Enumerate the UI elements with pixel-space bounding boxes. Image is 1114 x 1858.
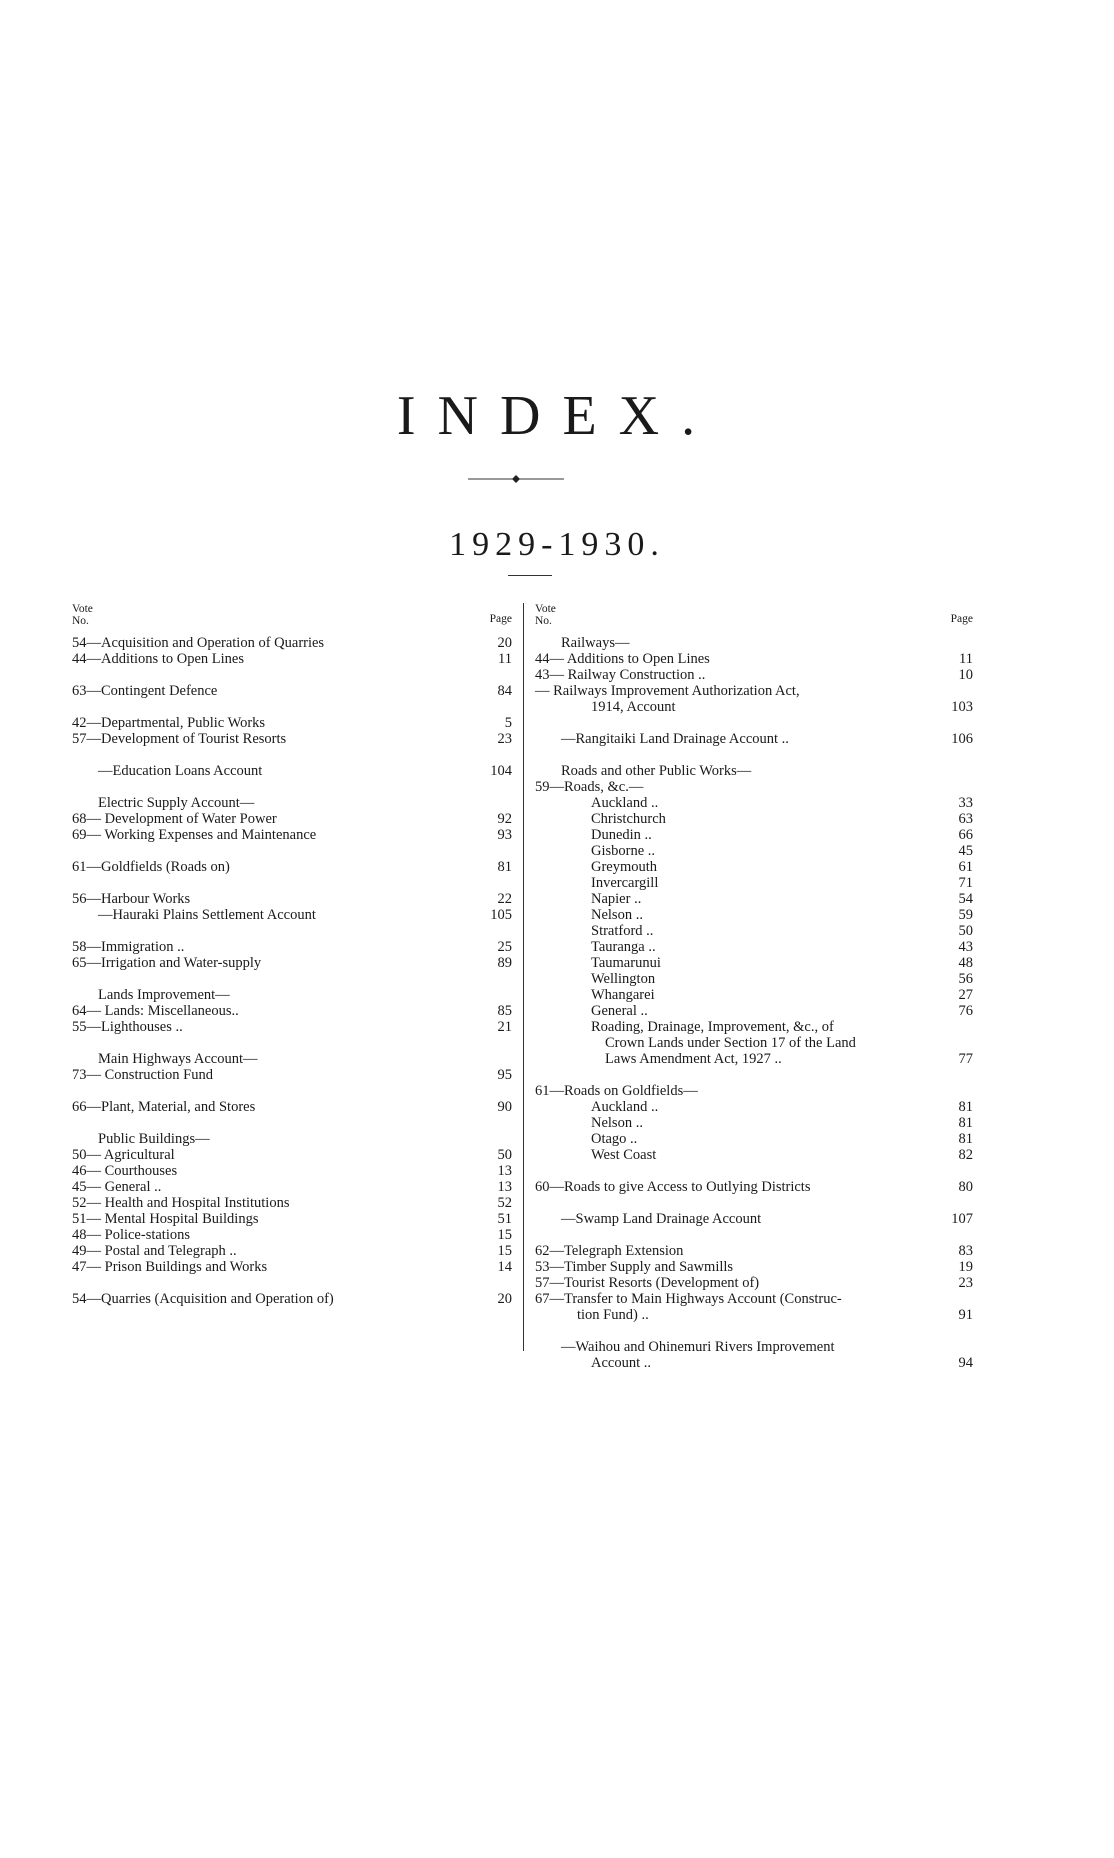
entry-title: —Swamp Land Drainage Account — [561, 1211, 762, 1227]
page-header: Page — [950, 613, 973, 625]
index-entry — [72, 763, 512, 779]
index-entry — [72, 1163, 512, 1179]
entry-page-number: 94 — [958, 1355, 973, 1371]
entry-title: Tauranga .. — [591, 939, 656, 955]
entry-spacer — [535, 1227, 973, 1243]
index-entry — [72, 651, 512, 667]
entry-page-number: 11 — [498, 651, 512, 667]
index-entry — [72, 1195, 512, 1211]
entry-title: Auckland .. — [591, 795, 659, 811]
entry-page-number: 89 — [497, 955, 512, 971]
entry-title: —Hauraki Plains Settlement Account — [98, 907, 316, 923]
index-entry — [72, 891, 512, 907]
entry-page-number: 84 — [497, 683, 512, 699]
index-entry — [72, 635, 512, 651]
vote-number-header: Vote No. — [535, 603, 556, 627]
entry-page-number: 23 — [958, 1275, 973, 1291]
index-entry — [535, 699, 973, 715]
entry-title: 47— Prison Buildings and Works — [72, 1259, 268, 1275]
entry-page-number: 15 — [497, 1227, 512, 1243]
entry-title: 44—Additions to Open Lines — [72, 651, 244, 667]
index-entry — [72, 1179, 512, 1195]
entry-title: 60—Roads to give Access to Outlying Districts — [535, 1179, 811, 1195]
index-entry — [535, 1179, 973, 1195]
entry-page-number: 48 — [958, 955, 973, 971]
entry-page-number: 83 — [958, 1243, 973, 1259]
entry-page-number: 50 — [497, 1147, 512, 1163]
entry-title: 44— Additions to Open Lines — [535, 651, 710, 667]
entry-spacer — [72, 1275, 512, 1291]
entry-page-number: 21 — [497, 1019, 512, 1035]
index-entry — [535, 987, 973, 1003]
entry-title: General .. — [591, 1003, 648, 1019]
index-entry — [535, 1035, 973, 1051]
entry-spacer — [72, 923, 512, 939]
entry-title: 43— Railway Construction .. — [535, 667, 706, 683]
page-header: Page — [489, 613, 512, 625]
left-column-header — [72, 603, 512, 635]
index-entry — [72, 1131, 512, 1147]
entry-title: Taumarunui — [591, 955, 661, 971]
entry-spacer — [535, 1323, 973, 1339]
entry-page-number: 76 — [958, 1003, 973, 1019]
entry-title: 57—Tourist Resorts (Development of) — [535, 1275, 760, 1291]
entry-title: Stratford .. — [591, 923, 654, 939]
entry-page-number: 66 — [958, 827, 973, 843]
index-entry — [535, 827, 973, 843]
year-range: 1929-1930. — [449, 526, 665, 563]
entry-title: Electric Supply Account— — [98, 795, 255, 811]
entry-page-number: 81 — [958, 1099, 973, 1115]
entry-title: 65—Irrigation and Water-supply — [72, 955, 262, 971]
right-index-column — [535, 603, 973, 1371]
index-entry — [72, 1003, 512, 1019]
index-entry — [535, 891, 973, 907]
index-entry — [535, 1115, 973, 1131]
entry-page-number: 15 — [497, 1243, 512, 1259]
entry-page-number: 45 — [958, 843, 973, 859]
entry-page-number: 50 — [958, 923, 973, 939]
index-entry — [72, 1147, 512, 1163]
entry-title: Wellington — [591, 971, 656, 987]
entry-page-number: 20 — [497, 635, 512, 651]
entry-title: Public Buildings— — [98, 1131, 210, 1147]
entry-spacer — [535, 1195, 973, 1211]
entry-title: Crown Lands under Section 17 of the Land — [605, 1035, 856, 1051]
entry-spacer — [72, 843, 512, 859]
entry-page-number: 22 — [497, 891, 512, 907]
entry-title: 66—Plant, Material, and Stores — [72, 1099, 256, 1115]
entry-page-number: 10 — [958, 667, 973, 683]
index-entry — [535, 939, 973, 955]
entry-page-number: 13 — [497, 1179, 512, 1195]
entry-page-number: 106 — [951, 731, 973, 747]
entry-spacer — [72, 1035, 512, 1051]
entry-title: Laws Amendment Act, 1927 .. — [605, 1051, 782, 1067]
index-entry — [535, 907, 973, 923]
entry-title: 59—Roads, &c.— — [535, 779, 644, 795]
entry-title: 61—Goldfields (Roads on) — [72, 859, 230, 875]
entry-title: Nelson .. — [591, 1115, 643, 1131]
index-entry — [72, 1227, 512, 1243]
entry-page-number: 19 — [958, 1259, 973, 1275]
entry-page-number: 104 — [490, 763, 512, 779]
entry-title: 46— Courthouses — [72, 1163, 178, 1179]
entry-page-number: 103 — [951, 699, 973, 715]
index-entry — [535, 635, 973, 651]
entry-page-number: 85 — [497, 1003, 512, 1019]
index-entry — [535, 731, 973, 747]
entry-title: Account .. — [591, 1355, 651, 1371]
index-entry — [535, 1051, 973, 1067]
entry-spacer — [535, 1163, 973, 1179]
year-underline — [508, 575, 552, 576]
entry-page-number: 82 — [958, 1147, 973, 1163]
entry-title: Lands Improvement— — [98, 987, 230, 1003]
index-entry — [72, 827, 512, 843]
entry-page-number: 56 — [958, 971, 973, 987]
index-entry — [72, 1067, 512, 1083]
index-entry — [72, 859, 512, 875]
entry-spacer — [72, 667, 512, 683]
entry-title: 56—Harbour Works — [72, 891, 191, 907]
left-index-entries — [72, 635, 512, 1307]
entry-spacer — [72, 1115, 512, 1131]
index-entry — [535, 1339, 973, 1355]
index-entry — [535, 1291, 973, 1307]
index-entry — [535, 859, 973, 875]
index-entry — [72, 715, 512, 731]
entry-title: Greymouth — [591, 859, 658, 875]
entry-title: 62—Telegraph Extension — [535, 1243, 684, 1259]
entry-title: 54—Acquisition and Operation of Quarries — [72, 635, 325, 651]
index-entry — [535, 1003, 973, 1019]
index-entry — [535, 1019, 973, 1035]
entry-page-number: 27 — [958, 987, 973, 1003]
entry-title: Main Highways Account— — [98, 1051, 258, 1067]
entry-title: 49— Postal and Telegraph .. — [72, 1243, 237, 1259]
entry-spacer — [72, 875, 512, 891]
entry-page-number: 20 — [497, 1291, 512, 1307]
entry-title: —Education Loans Account — [98, 763, 263, 779]
entry-page-number: 107 — [951, 1211, 973, 1227]
index-entry — [535, 1243, 973, 1259]
entry-page-number: 51 — [497, 1211, 512, 1227]
entry-title: 51— Mental Hospital Buildings — [72, 1211, 259, 1227]
entry-title: Dunedin .. — [591, 827, 652, 843]
entry-title: tion Fund) .. — [577, 1307, 649, 1323]
index-entry — [535, 795, 973, 811]
right-index-entries — [535, 635, 973, 1371]
entry-page-number: 71 — [958, 875, 973, 891]
entry-title: Napier .. — [591, 891, 642, 907]
entry-title: Otago .. — [591, 1131, 638, 1147]
index-entry — [535, 1355, 973, 1371]
left-index-column — [72, 603, 512, 1307]
entry-title: 48— Police-stations — [72, 1227, 191, 1243]
entry-spacer — [72, 699, 512, 715]
entry-title: 54—Quarries (Acquisition and Operation of) — [72, 1291, 334, 1307]
index-entry — [535, 1275, 973, 1291]
entry-page-number: 43 — [958, 939, 973, 955]
entry-title: 45— General .. — [72, 1179, 162, 1195]
index-entry — [72, 1243, 512, 1259]
index-entry — [535, 667, 973, 683]
entry-page-number: 80 — [958, 1179, 973, 1195]
entry-page-number: 81 — [958, 1131, 973, 1147]
entry-page-number: 52 — [497, 1195, 512, 1211]
vote-number-header: Vote No. — [72, 603, 93, 627]
entry-spacer — [72, 747, 512, 763]
entry-title: Roads and other Public Works— — [561, 763, 752, 779]
entry-title: —Waihou and Ohinemuri Rivers Improvement — [561, 1339, 835, 1355]
index-entry — [535, 1083, 973, 1099]
entry-page-number: 95 — [497, 1067, 512, 1083]
entry-title: Railways— — [561, 635, 630, 651]
index-entry — [72, 683, 512, 699]
entry-title: 68— Development of Water Power — [72, 811, 277, 827]
entry-spacer — [535, 747, 973, 763]
entry-page-number: 61 — [958, 859, 973, 875]
index-entry — [535, 651, 973, 667]
index-entry — [535, 923, 973, 939]
entry-title: Roading, Drainage, Improvement, &c., of — [591, 1019, 834, 1035]
entry-title: West Coast — [591, 1147, 657, 1163]
entry-title: 50— Agricultural — [72, 1147, 175, 1163]
index-entry — [535, 875, 973, 891]
entry-page-number: 14 — [497, 1259, 512, 1275]
index-entry — [535, 1099, 973, 1115]
entry-page-number: 23 — [497, 731, 512, 747]
index-entry — [535, 843, 973, 859]
index-entry — [535, 763, 973, 779]
index-entry — [535, 971, 973, 987]
index-entry — [72, 1291, 512, 1307]
index-entry — [535, 1147, 973, 1163]
index-entry — [72, 987, 512, 1003]
entry-page-number: 81 — [958, 1115, 973, 1131]
entry-title: 67—Transfer to Main Highways Account (Construc- — [535, 1291, 842, 1307]
entry-title: Christchurch — [591, 811, 666, 827]
entry-page-number: 90 — [497, 1099, 512, 1115]
entry-title: Nelson .. — [591, 907, 643, 923]
entry-title: Whangarei — [591, 987, 655, 1003]
entry-page-number: 93 — [497, 827, 512, 843]
index-entry — [535, 1211, 973, 1227]
entry-title: 73— Construction Fund — [72, 1067, 213, 1083]
entry-page-number: 5 — [504, 715, 512, 731]
entry-title: 55—Lighthouses .. — [72, 1019, 183, 1035]
entry-title: 61—Roads on Goldfields— — [535, 1083, 698, 1099]
entry-title: — Railways Improvement Authorization Act, — [535, 683, 800, 699]
index-entry — [72, 939, 512, 955]
entry-title: 58—Immigration .. — [72, 939, 185, 955]
entry-title: —Rangitaiki Land Drainage Account .. — [561, 731, 789, 747]
index-entry — [72, 907, 512, 923]
entry-page-number: 33 — [958, 795, 973, 811]
entry-page-number: 63 — [958, 811, 973, 827]
page-title: INDEX. — [396, 385, 718, 447]
index-entry — [535, 779, 973, 795]
entry-page-number: 105 — [490, 907, 512, 923]
entry-title: 1914, Account — [591, 699, 676, 715]
entry-page-number: 91 — [958, 1307, 973, 1323]
entry-title: 69— Working Expenses and Maintenance — [72, 827, 317, 843]
entry-page-number: 59 — [958, 907, 973, 923]
entry-title: Gisborne .. — [591, 843, 656, 859]
index-entry — [72, 811, 512, 827]
entry-title: Auckland .. — [591, 1099, 659, 1115]
index-entry — [535, 683, 973, 699]
entry-page-number: 13 — [497, 1163, 512, 1179]
index-entry — [72, 1051, 512, 1067]
entry-page-number: 25 — [497, 939, 512, 955]
ornament-divider — [468, 474, 564, 484]
index-entry — [535, 811, 973, 827]
entry-title: 64— Lands: Miscellaneous.. — [72, 1003, 239, 1019]
index-entry — [72, 955, 512, 971]
entry-page-number: 11 — [959, 651, 973, 667]
entry-page-number: 54 — [958, 891, 973, 907]
index-entry — [72, 1211, 512, 1227]
index-entry — [72, 1019, 512, 1035]
index-entry — [72, 1099, 512, 1115]
index-entry — [72, 731, 512, 747]
index-entry — [72, 795, 512, 811]
index-entry — [535, 1259, 973, 1275]
entry-title: 42—Departmental, Public Works — [72, 715, 266, 731]
entry-title: 57—Development of Tourist Resorts — [72, 731, 287, 747]
entry-spacer — [72, 971, 512, 987]
index-entry — [535, 1131, 973, 1147]
entry-title: 52— Health and Hospital Institutions — [72, 1195, 290, 1211]
entry-spacer — [72, 779, 512, 795]
entry-page-number: 77 — [958, 1051, 973, 1067]
index-entry — [535, 1307, 973, 1323]
entry-spacer — [535, 1067, 973, 1083]
index-entry — [72, 1259, 512, 1275]
right-column-header — [535, 603, 973, 635]
index-entry — [535, 955, 973, 971]
entry-title: 53—Timber Supply and Sawmills — [535, 1259, 734, 1275]
column-divider — [523, 603, 524, 1351]
entry-spacer — [72, 1083, 512, 1099]
entry-page-number: 81 — [497, 859, 512, 875]
entry-title: Invercargill — [591, 875, 659, 891]
entry-spacer — [535, 715, 973, 731]
entry-title: 63—Contingent Defence — [72, 683, 218, 699]
entry-page-number: 92 — [497, 811, 512, 827]
